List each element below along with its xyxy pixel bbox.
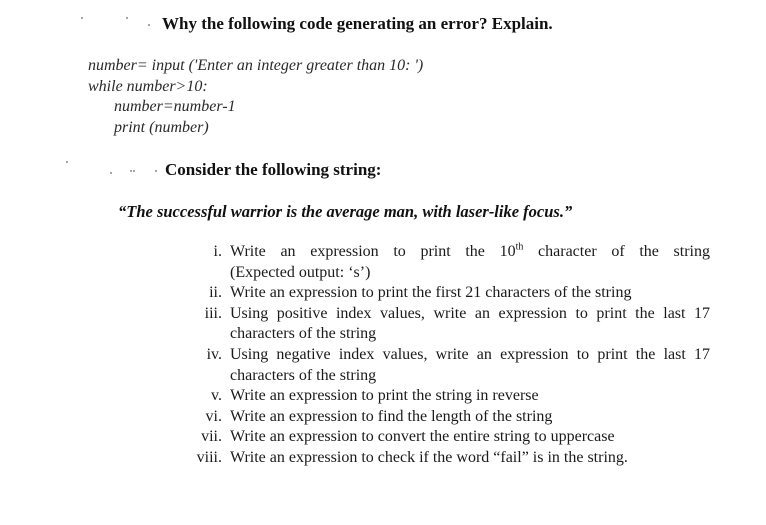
question1-heading: Why the following code generating an error? Explain. bbox=[162, 14, 553, 33]
list-item-text: Write an expression to print the string in reverse bbox=[230, 387, 539, 405]
question2-heading: Consider the following string: bbox=[165, 160, 382, 179]
list-numeral: vi. bbox=[205, 407, 222, 425]
list-item-text: characters of the string bbox=[230, 325, 377, 343]
code-line-decrement: number=number-1 bbox=[114, 98, 236, 115]
ordinal-suffix: th bbox=[515, 241, 524, 253]
list-item-text: (Expected output: ‘s’) bbox=[230, 263, 371, 281]
list-item-text: Write an expression to find the length of the string bbox=[230, 407, 553, 425]
list-numeral: viii. bbox=[196, 448, 222, 466]
list-item bbox=[176, 386, 710, 407]
list-numeral: iv. bbox=[206, 345, 222, 363]
list-item bbox=[176, 407, 710, 428]
list-item-text: characters of the string bbox=[230, 366, 377, 384]
scan-mark bbox=[110, 172, 112, 174]
list-numeral: vii. bbox=[201, 428, 222, 446]
scan-mark bbox=[133, 170, 135, 172]
quoted-string: “The successful warrior is the average man, with laser-like focus.” bbox=[118, 202, 573, 221]
list-item-text: character of the string bbox=[523, 243, 710, 260]
code-line-while: while number>10: bbox=[88, 78, 208, 95]
list-item-text: Write an expression to check if the word “fail” is in the string. bbox=[230, 448, 628, 466]
list-item bbox=[176, 427, 710, 448]
list-numeral: i. bbox=[213, 243, 222, 260]
scan-mark bbox=[66, 161, 68, 163]
code-line-print: print (number) bbox=[114, 119, 209, 136]
list-numeral: v. bbox=[211, 387, 222, 405]
list-item bbox=[176, 283, 710, 304]
task-list bbox=[176, 242, 710, 469]
scan-mark bbox=[155, 170, 157, 172]
list-item-text: Write an expression to convert the entire string to uppercase bbox=[230, 428, 615, 446]
list-item bbox=[176, 242, 710, 283]
scan-mark bbox=[126, 17, 128, 19]
list-item bbox=[176, 304, 710, 345]
list-item-text: Using negative index values, write an expression to print the last 17 bbox=[230, 345, 710, 363]
scan-mark bbox=[148, 24, 150, 26]
list-numeral: ii. bbox=[209, 284, 222, 302]
list-item-text: Write an expression to print the 10 bbox=[230, 243, 516, 260]
list-item bbox=[176, 345, 710, 386]
list-item-text: Using positive index values, write an expression to print the last 17 bbox=[230, 304, 710, 322]
list-item bbox=[176, 448, 710, 469]
scan-mark bbox=[130, 170, 132, 172]
list-item-text: Write an expression to print the first 21 characters of the string bbox=[230, 284, 632, 302]
code-line-input: number= input ('Enter an integer greater than 10: ') bbox=[88, 57, 424, 74]
list-numeral: iii. bbox=[204, 304, 222, 322]
scan-mark bbox=[81, 17, 83, 19]
